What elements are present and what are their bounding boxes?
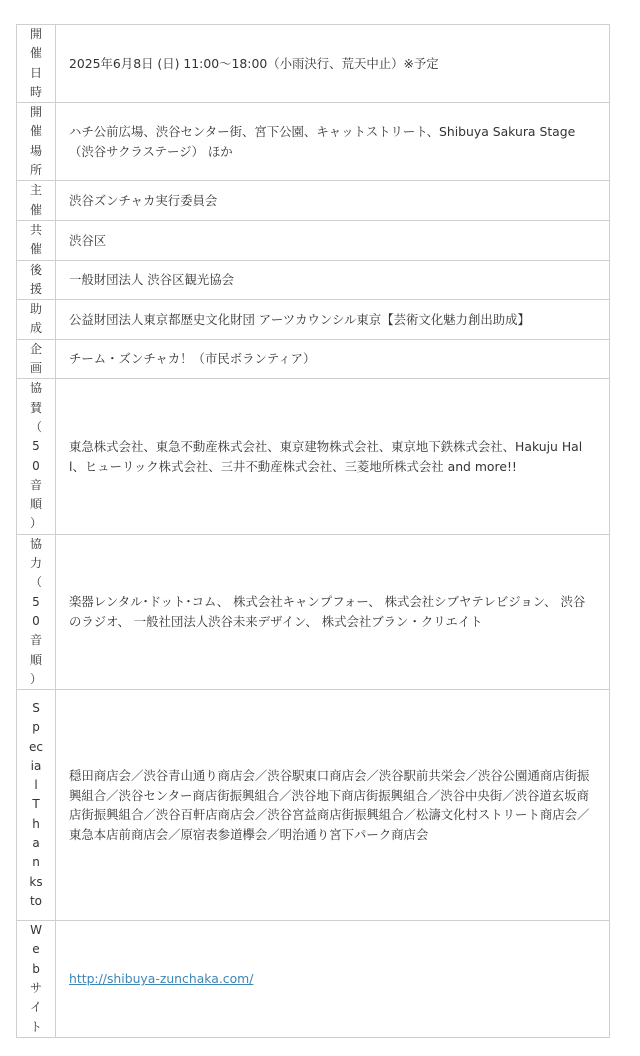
table-row-special-thanks: [17, 690, 610, 921]
row-value-special-thanks: 穏田商店会／渋谷青山通り商店会／渋谷駅東口商店会／渋谷駅前共栄会／渋谷公園通商店街振興組合／渋谷センター商店街振興組合／渋谷地下商店街振興組合／渋谷中央街／渋谷道玄坂商店街振興組合／渋谷百軒店商店会／渋谷宮益商店街振興組合／松濤文化村ストリート商店会／東急本店前商店会／原宿表参道欅会／明治通り宮下パーク商店会: [56, 690, 610, 921]
row-label-website: Webサイト: [17, 921, 56, 1038]
row-label-special-thanks: Special Thanks to: [17, 690, 56, 921]
row-value-grant: 公益財団法人東京都歴史文化財団 アーツカウンシル東京【芸術文化魅力創出助成】: [56, 300, 610, 340]
row-value-sponsors: 東急株式会社、東急不動産株式会社、東京建物株式会社、東京地下鉄株式会社、Hakuju Hall、ヒューリック株式会社、三井不動産株式会社、三菱地所株式会社 and more!!: [56, 379, 610, 534]
row-value-organizer: 渋谷ズンチャカ実行委員会: [56, 181, 610, 221]
row-label-planning: 企画: [17, 339, 56, 379]
table-row-website: [17, 921, 610, 1038]
row-label-venue: 開催場所: [17, 103, 56, 181]
table-row-venue: [17, 103, 610, 181]
table-row-date: [17, 25, 610, 103]
row-label-grant: 助成: [17, 300, 56, 340]
row-value-planning: チーム・ズンチャカ！（市民ボランティア）: [56, 339, 610, 379]
row-value-support: 一般財団法人 渋谷区観光協会: [56, 260, 610, 300]
event-info-table: [16, 24, 610, 1038]
row-value-venue: ハチ公前広場、渋谷センター街、宮下公園、キャットストリート、Shibuya Sakura Stage（渋谷サクラステージ） ほか: [56, 103, 610, 181]
website-link[interactable]: http://shibuya-zunchaka.com/: [69, 971, 254, 987]
row-value-website: [56, 921, 610, 1038]
table-row-support: [17, 260, 610, 300]
row-value-cooperation: 楽器レンタル･ドット･コム、 株式会社キャンプフォー、 株式会社シブヤテレビジョン、 渋谷のラジオ、 一般社団法人渋谷未来デザイン、 株式会社ブラン・クリエイト: [56, 534, 610, 689]
table-row-cooperation: [17, 534, 610, 689]
table-row-co-host: [17, 220, 610, 260]
row-value-co-host: 渋谷区: [56, 220, 610, 260]
row-label-organizer: 主催: [17, 181, 56, 221]
row-label-co-host: 共催: [17, 220, 56, 260]
row-label-cooperation: 協力（50音順）: [17, 534, 56, 689]
row-value-date: 2025年6月8日 (日) 11:00〜18:00（小雨決行、荒天中止）※予定: [56, 25, 610, 103]
row-label-sponsors: 協賛（50音順）: [17, 379, 56, 534]
row-label-support: 後援: [17, 260, 56, 300]
table-row-sponsors: [17, 379, 610, 534]
row-label-date: 開催日時: [17, 25, 56, 103]
table-row-organizer: [17, 181, 610, 221]
table-row-planning: [17, 339, 610, 379]
table-row-grant: [17, 300, 610, 340]
